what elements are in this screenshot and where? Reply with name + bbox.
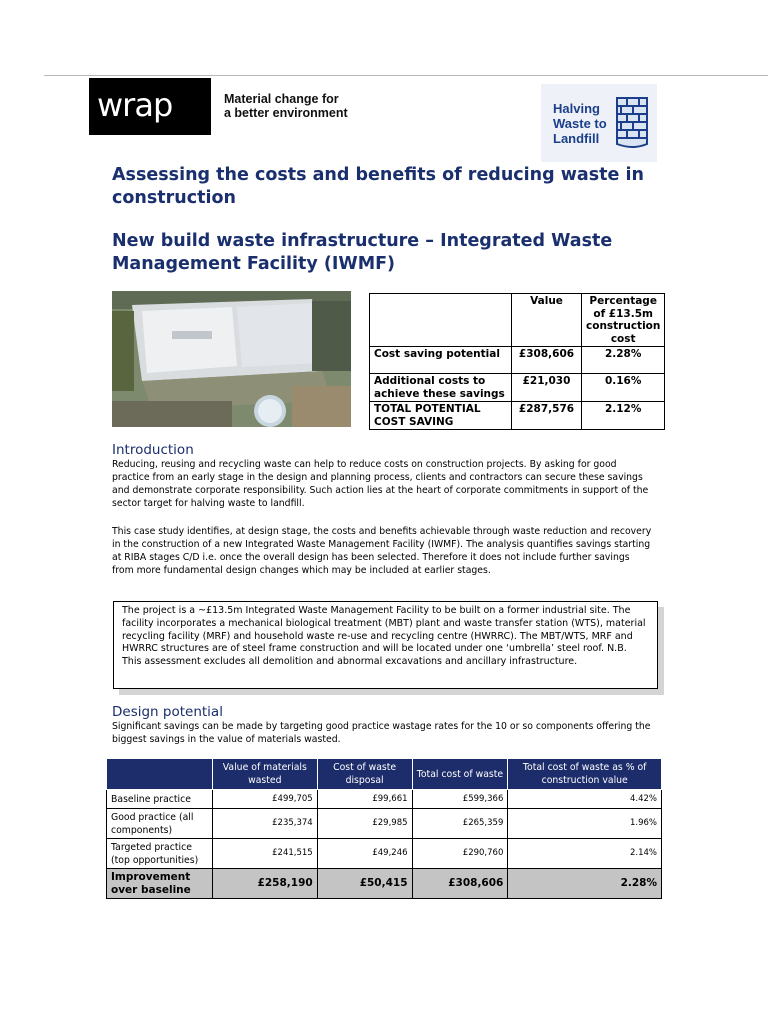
project-callout: The project is a ~£13.5m Integrated Waste Management Facility to be built on a former industrial site. The facility incorporates a mechanical biological treatment (MBT) plant and waste transfer station (WTS), material recycling facility (MRF) and household waste re-use and recycling centre (HWRRC). The MBT/WTS, MRF and HWRRC structures are of steel frame construction and will be located under one ‘umbrella’ steel roof. N.B. This assessment excludes all demolition and abnormal excavations and ancillary infrastructure. [113, 601, 658, 689]
introduction-paragraph-2: This case study identifies, at design stage, the costs and benefits achievable through waste reduction and recovery in the construction of a new Integrated Waste Management Facility (IWMF). The analysis quantifies savings starting at RIBA stages C/D i.e. once the overall design has been selected. Therefore it does not include further savings from more fundamental design changes which may be included at earlier stages. [112, 526, 652, 576]
cost-row [107, 839, 662, 869]
summary-percent: 2.12% [582, 402, 665, 430]
wrap-logo-text: wrap [97, 86, 173, 124]
page-title: Assessing the costs and benefits of reducing waste in construction [112, 165, 644, 208]
summary-value: £308,606 [512, 347, 582, 374]
cost-header-cell: Total cost of waste as % of construction value [508, 759, 662, 790]
summary-label: Cost saving potential [370, 347, 512, 374]
tagline [224, 92, 348, 120]
design-potential-heading: Design potential [112, 704, 223, 720]
halving-waste-logo-text [553, 101, 607, 146]
cost-header-cell: Value of materials wasted [212, 759, 317, 790]
cost-cell: 2.14% [508, 839, 662, 869]
cost-cell: £235,374 [212, 809, 317, 839]
summary-table [369, 293, 665, 430]
cost-row-label: Targeted practice (top opportunities) [107, 839, 213, 869]
cost-cell: £258,190 [212, 869, 317, 899]
summary-header-cell: Percentage of £13.5m construction cost [582, 294, 665, 347]
hwl-line-3: Landfill [553, 131, 600, 146]
aerial-site-photo [112, 291, 351, 427]
summary-row [370, 347, 665, 374]
summary-header-row [370, 294, 665, 347]
cost-row [107, 809, 662, 839]
cost-cell: £29,985 [317, 809, 412, 839]
cost-cell: £241,515 [212, 839, 317, 869]
cost-row-label: Good practice (all components) [107, 809, 213, 839]
hwl-line-2: Waste to [553, 116, 607, 131]
cost-cell: 2.28% [508, 869, 662, 899]
summary-row [370, 402, 665, 430]
page-subtitle: New build waste infrastructure – Integrated Waste Management Facility (IWMF) [112, 231, 613, 274]
cost-cell: £265,359 [412, 809, 508, 839]
cost-cell: £49,246 [317, 839, 412, 869]
summary-value: £287,576 [512, 402, 582, 430]
introduction-paragraph-1: Reducing, reusing and recycling waste can help to reduce costs on construction projects. By asking for good practice from an early stage in the design and planning process, clients and contractors can secure these savings and demonstrate corporate responsibility. Such action lies at the heart of corporate commitments in support of the sector target for halving waste to landfill. [112, 459, 649, 509]
introduction-heading: Introduction [112, 442, 194, 458]
tagline-line-2: a better environment [224, 106, 348, 120]
top-rule [44, 75, 768, 76]
cost-cell: 1.96% [508, 809, 662, 839]
cost-header-cell: Cost of waste disposal [317, 759, 412, 790]
tagline-line-1: Material change for [224, 92, 339, 106]
cost-cell: £50,415 [317, 869, 412, 899]
cost-header-cell: Total cost of waste [412, 759, 508, 790]
cost-cell: 4.42% [508, 790, 662, 809]
summary-label: TOTAL POTENTIAL COST SAVING [370, 402, 512, 430]
summary-percent: 0.16% [582, 374, 665, 402]
summary-value: £21,030 [512, 374, 582, 402]
wrap-logo [89, 78, 211, 135]
hwl-line-1: Halving [553, 101, 600, 116]
summary-row [370, 374, 665, 402]
cost-row-label: Baseline practice [107, 790, 213, 809]
summary-header-cell: Value [512, 294, 582, 347]
cost-cell: £599,366 [412, 790, 508, 809]
cost-table [106, 758, 662, 899]
design-potential-paragraph: Significant savings can be made by targeting good practice wastage rates for the 10 or so components offering the biggest savings in the value of materials wasted. [112, 721, 651, 745]
cost-cell: £290,760 [412, 839, 508, 869]
cost-header-cell [107, 759, 213, 790]
cost-row [107, 790, 662, 809]
cost-cell: £499,705 [212, 790, 317, 809]
cost-row-label: Improvement over baseline [107, 869, 213, 899]
cost-cell: £99,661 [317, 790, 412, 809]
summary-label: Additional costs to achieve these savings [370, 374, 512, 402]
summary-percent: 2.28% [582, 347, 665, 374]
brick-wall-icon [611, 94, 655, 152]
cost-cell: £308,606 [412, 869, 508, 899]
halving-waste-logo [541, 84, 657, 162]
summary-header-cell [370, 294, 512, 347]
cost-header-row [107, 759, 662, 790]
cost-row-improvement [107, 869, 662, 899]
